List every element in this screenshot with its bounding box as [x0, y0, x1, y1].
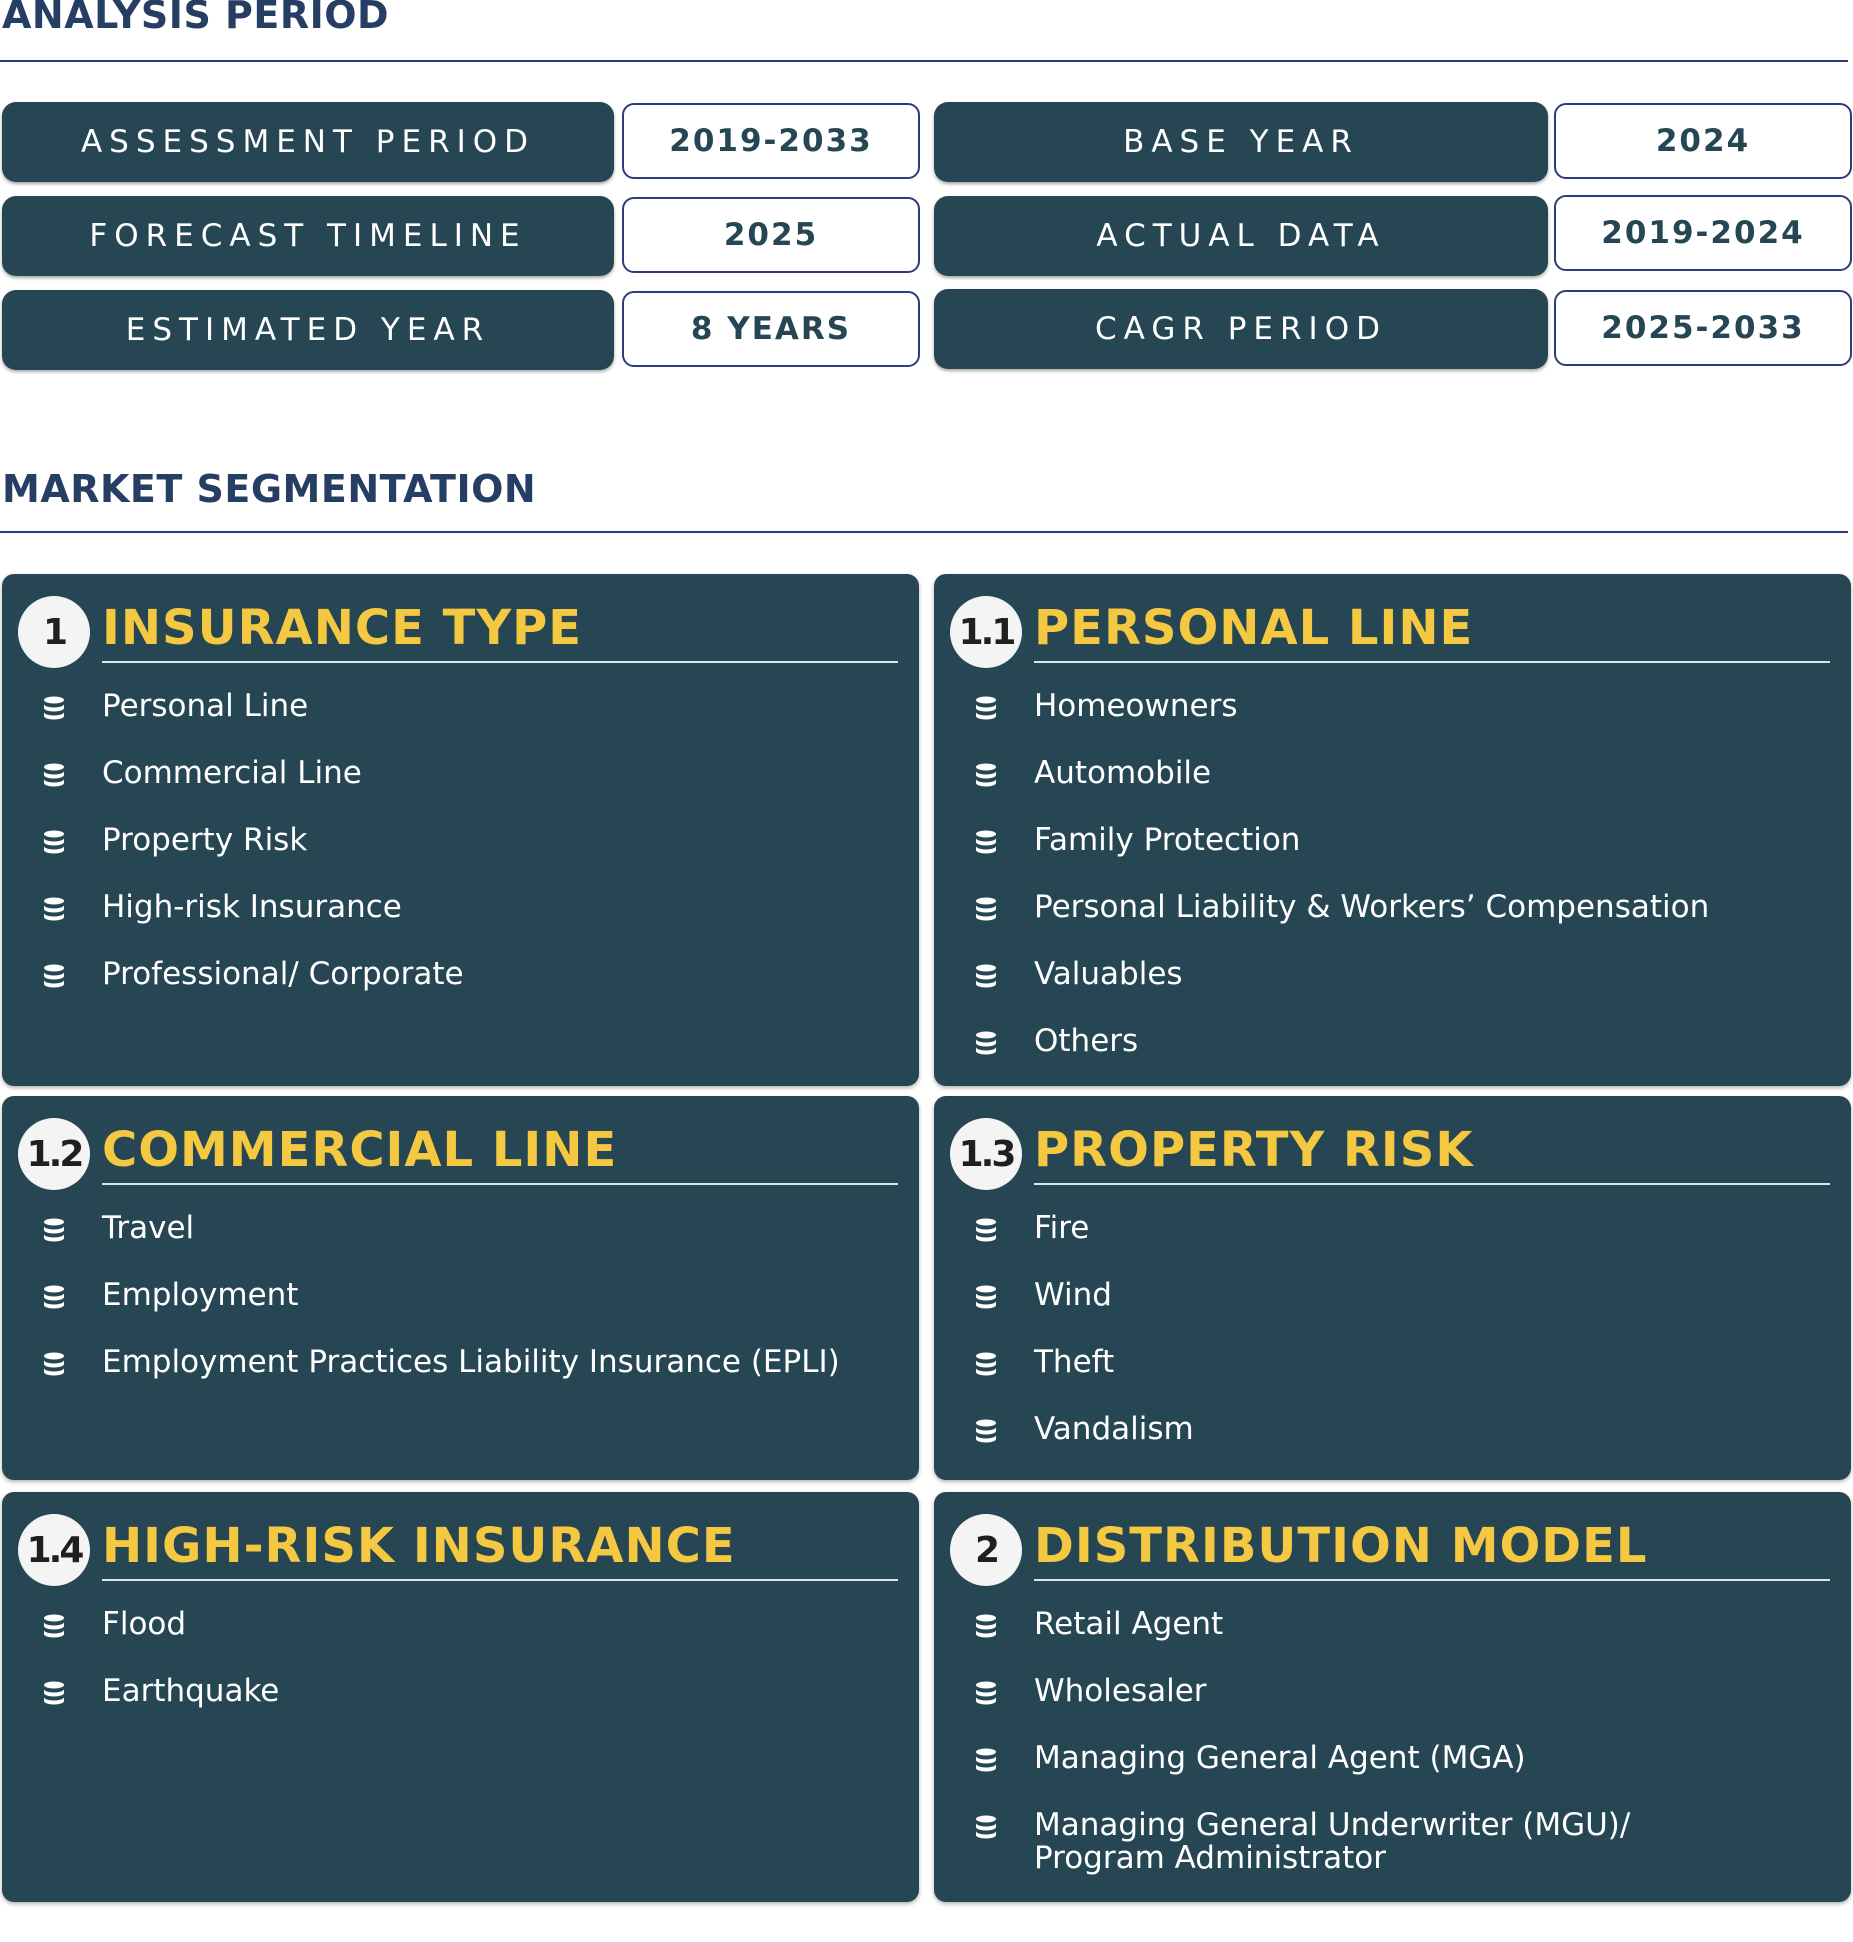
list-item-label: Personal Line — [102, 688, 309, 724]
list-item-label: Retail Agent — [1034, 1606, 1224, 1642]
estimated-year-value: 8 YEARS — [622, 291, 920, 367]
list-item-label: Managing General Underwriter (MGU)/ Program Administrator — [1034, 1807, 1631, 1876]
list-item-label: Wind — [1034, 1277, 1112, 1313]
list-item — [42, 1273, 899, 1340]
database-stack-icon — [42, 1285, 66, 1313]
segment-card-property-risk — [934, 1096, 1851, 1480]
assessment-period-value: 2019-2033 — [622, 103, 920, 179]
database-stack-icon — [42, 1352, 66, 1380]
segment-title: PERSONAL LINE — [1034, 600, 1474, 656]
list-item — [974, 1273, 1831, 1340]
database-stack-icon — [42, 696, 66, 724]
list-item — [974, 818, 1831, 885]
database-stack-icon — [974, 1614, 998, 1642]
list-item-label: Earthquake — [102, 1673, 280, 1709]
list-item — [974, 885, 1831, 952]
segment-title: HIGH-RISK INSURANCE — [102, 1518, 736, 1574]
list-item — [974, 1340, 1831, 1407]
forecast-timeline-label: FORECAST TIMELINE — [2, 196, 614, 276]
segment-divider — [102, 661, 898, 663]
database-stack-icon — [42, 1614, 66, 1642]
list-item-label: Automobile — [1034, 755, 1212, 791]
list-item — [974, 684, 1831, 751]
segment-badge: 1.3 — [950, 1118, 1022, 1190]
list-item-label: Employment Practices Liability Insurance (EPLI) — [102, 1344, 840, 1380]
list-item — [974, 751, 1831, 818]
segment-title: INSURANCE TYPE — [102, 600, 583, 656]
list-item — [42, 1602, 899, 1669]
database-stack-icon — [974, 1285, 998, 1313]
list-item-label: Homeowners — [1034, 688, 1238, 724]
analysis-period-divider — [0, 60, 1848, 62]
segment-badge: 1 — [18, 596, 90, 668]
database-stack-icon — [974, 1419, 998, 1447]
list-item-label: Managing General Agent (MGA) — [1034, 1740, 1526, 1776]
segment-title: PROPERTY RISK — [1034, 1122, 1474, 1178]
assessment-period-label: ASSESSMENT PERIOD — [2, 102, 614, 182]
list-item — [974, 1407, 1831, 1474]
list-item — [974, 1206, 1831, 1273]
list-item — [42, 684, 899, 751]
database-stack-icon — [42, 1218, 66, 1246]
list-item-label: Wholesaler — [1034, 1673, 1207, 1709]
segment-divider — [1034, 1183, 1830, 1185]
market-segmentation-title: MARKET SEGMENTATION — [2, 467, 537, 511]
list-item — [42, 751, 899, 818]
database-stack-icon — [974, 897, 998, 925]
database-stack-icon — [974, 1352, 998, 1380]
list-item — [42, 952, 899, 1019]
segment-list — [974, 1602, 1831, 1875]
list-item — [974, 1669, 1831, 1736]
database-stack-icon — [974, 1815, 998, 1843]
list-item-label: Professional/ Corporate — [102, 956, 464, 992]
segment-badge: 1.4 — [18, 1514, 90, 1586]
segment-badge: 2 — [950, 1514, 1022, 1586]
segment-divider — [1034, 1579, 1830, 1581]
segment-card-commercial-line — [2, 1096, 919, 1480]
database-stack-icon — [42, 897, 66, 925]
database-stack-icon — [974, 763, 998, 791]
list-item-label: Valuables — [1034, 956, 1183, 992]
list-item — [42, 1340, 899, 1407]
list-item-label: Personal Liability & Workers’ Compensation — [1034, 889, 1710, 925]
base-year-value: 2024 — [1554, 103, 1852, 179]
segment-title: DISTRIBUTION MODEL — [1034, 1518, 1648, 1574]
database-stack-icon — [974, 696, 998, 724]
forecast-timeline-value: 2025 — [622, 197, 920, 273]
database-stack-icon — [42, 763, 66, 791]
database-stack-icon — [42, 830, 66, 858]
database-stack-icon — [974, 830, 998, 858]
list-item — [974, 1602, 1831, 1669]
list-item-label: Theft — [1034, 1344, 1115, 1380]
database-stack-icon — [974, 1748, 998, 1776]
list-item-label: Property Risk — [102, 822, 308, 858]
list-item-label: Flood — [102, 1606, 187, 1642]
segment-divider — [1034, 661, 1830, 663]
list-item-label: Employment — [102, 1277, 299, 1313]
segment-divider — [102, 1183, 898, 1185]
segment-list — [42, 1206, 899, 1407]
list-item-label: Commercial Line — [102, 755, 362, 791]
estimated-year-label: ESTIMATED YEAR — [2, 290, 614, 370]
list-item — [42, 1206, 899, 1273]
segment-divider — [102, 1579, 898, 1581]
segment-badge: 1.1 — [950, 596, 1022, 668]
list-item — [974, 1019, 1831, 1086]
analysis-period-title: ANALYSIS PERIOD — [2, 0, 390, 37]
list-item-label: Fire — [1034, 1210, 1090, 1246]
database-stack-icon — [42, 1681, 66, 1709]
list-item-label: High-risk Insurance — [102, 889, 402, 925]
list-item — [42, 818, 899, 885]
segment-card-personal-line — [934, 574, 1851, 1086]
segment-list — [42, 684, 899, 1019]
segment-list — [974, 684, 1831, 1086]
database-stack-icon — [974, 964, 998, 992]
list-item — [974, 952, 1831, 1019]
database-stack-icon — [42, 964, 66, 992]
segment-card-high-risk-insurance — [2, 1492, 919, 1902]
segment-list — [42, 1602, 899, 1736]
list-item-label: Travel — [102, 1210, 195, 1246]
list-item-label: Vandalism — [1034, 1411, 1194, 1447]
database-stack-icon — [974, 1681, 998, 1709]
actual-data-value: 2019-2024 — [1554, 195, 1852, 271]
list-item — [974, 1803, 1831, 1875]
list-item — [42, 885, 899, 952]
list-item — [974, 1736, 1831, 1803]
list-item-label: Family Protection — [1034, 822, 1301, 858]
cagr-period-label: CAGR PERIOD — [934, 289, 1548, 369]
database-stack-icon — [974, 1218, 998, 1246]
segment-list — [974, 1206, 1831, 1474]
cagr-period-value: 2025-2033 — [1554, 290, 1852, 366]
market-segmentation-divider — [0, 531, 1848, 533]
list-item — [42, 1669, 899, 1736]
segment-card-distribution-model — [934, 1492, 1851, 1902]
base-year-label: BASE YEAR — [934, 102, 1548, 182]
segment-badge: 1.2 — [18, 1118, 90, 1190]
list-item-label: Others — [1034, 1023, 1139, 1059]
segment-card-insurance-type — [2, 574, 919, 1086]
database-stack-icon — [974, 1031, 998, 1059]
actual-data-label: ACTUAL DATA — [934, 196, 1548, 276]
segment-title: COMMERCIAL LINE — [102, 1122, 618, 1178]
